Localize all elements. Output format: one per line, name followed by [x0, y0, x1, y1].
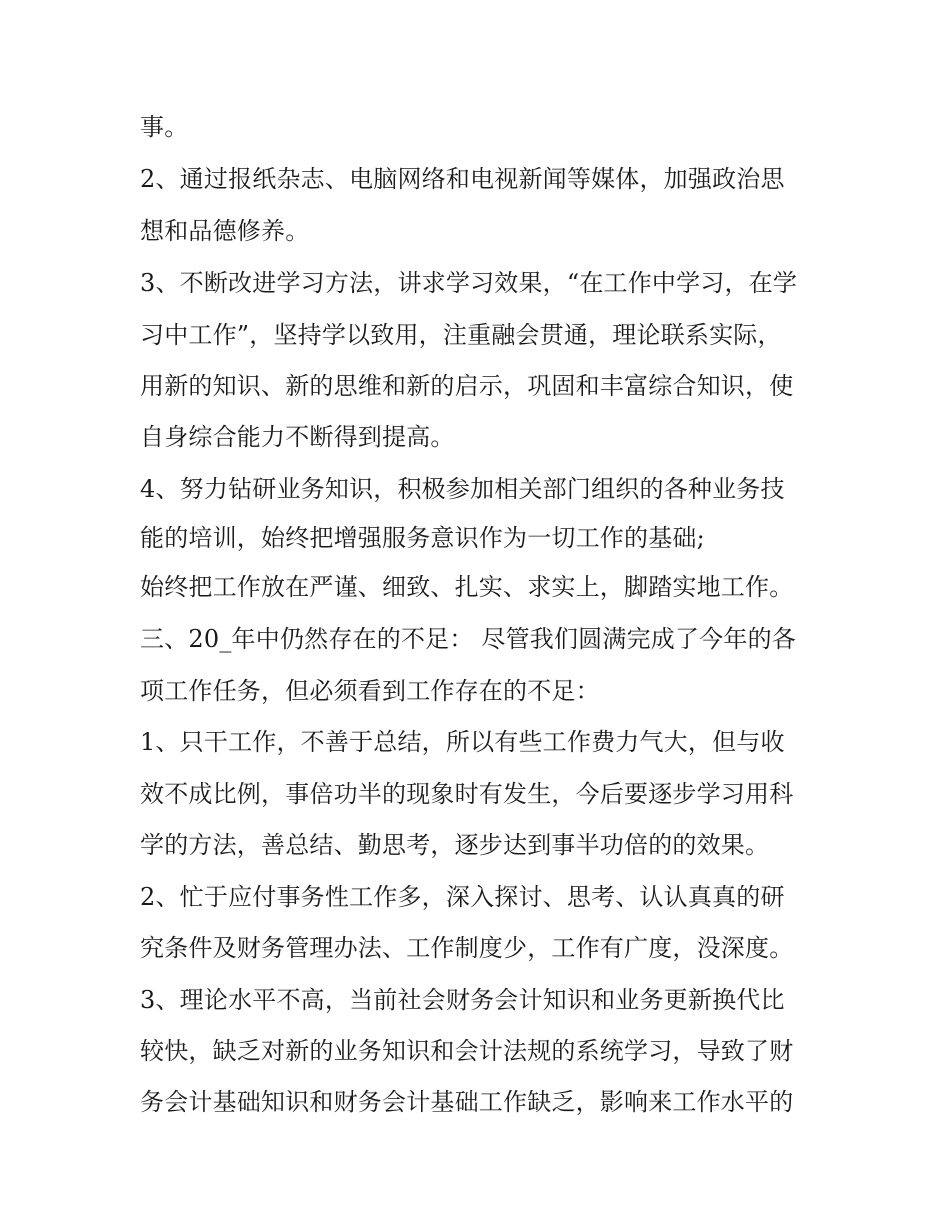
text-line: 4、努力钻研业务知识，积极参加相关部门组织的各种业务技: [140, 475, 785, 503]
text-line: 能的培训，始终把增强服务意识作为一切工作的基础;: [140, 524, 705, 552]
text-line: 务会计基础知识和财务会计基础工作缺乏，影响来工作水平的: [140, 1088, 794, 1116]
text-line: 自身综合能力不断得到提高。: [140, 423, 455, 451]
text-line: 1、只干工作，不善于总结，所以有些工作费力气大，但与收: [140, 728, 785, 756]
text-line: 究条件及财务管理办法、工作制度少，工作有广度，没深度。: [140, 934, 794, 962]
text-line: 三、20_年中仍然存在的不足： 尽管我们圆满完成了今年的各: [140, 625, 796, 653]
text-line: 想和品德修养。: [140, 217, 310, 245]
text-line: 较快，缺乏对新的业务知识和会计法规的系统学习，导致了财: [140, 1037, 794, 1065]
text-line: 2、忙于应付事务性工作多，深入探讨、思考、认认真真的研: [140, 883, 785, 911]
text-line: 用新的知识、新的思维和新的启示，巩固和丰富综合知识，使: [140, 372, 794, 400]
text-line: 项工作任务，但必须看到工作存在的不足：: [140, 677, 600, 705]
text-line: 始终把工作放在严谨、细致、扎实、求实上，脚踏实地工作。: [140, 573, 794, 601]
text-line: 3、理论水平不高，当前社会财务会计知识和业务更新换代比: [140, 986, 785, 1014]
text-line: 2、通过报纸杂志、电脑网络和电视新闻等媒体，加强政治思: [140, 165, 785, 193]
text-line: 效不成比例，事倍功半的现象时有发生，今后要逐步学习用科: [140, 780, 794, 808]
text-line: 事。: [140, 113, 189, 141]
text-line: 3、不断改进学习方法，讲求学习效果，“在工作中学习，在学: [140, 269, 798, 297]
text-line: 习中工作”，坚持学以致用，注重融会贯通，理论联系实际，: [140, 321, 782, 349]
text-line: 学的方法，善总结、勤思考，逐步达到事半功倍的的效果。: [140, 831, 770, 859]
